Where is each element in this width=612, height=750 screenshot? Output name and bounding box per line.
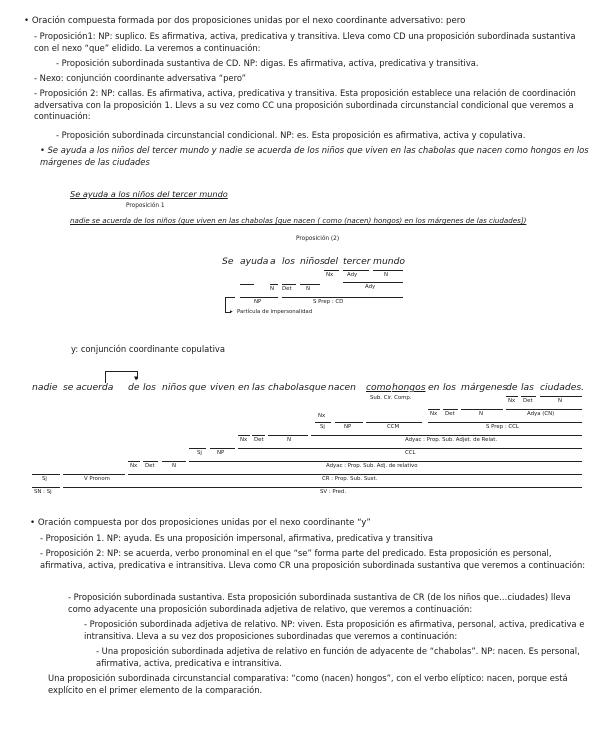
diagram3-tag: Nx bbox=[130, 463, 138, 469]
paragraph-p2-sub3: - Una proposición subordinada adjetiva de relativo en función de adyacente de “chabolas”. NP: nacen. Es personal, afirmativa, activa, predicativa e intransitiva. bbox=[96, 646, 580, 668]
diagram2-particle: Partícula de impersonalidad bbox=[237, 309, 313, 315]
diagram3-word: viven bbox=[210, 382, 235, 393]
diagram3-tag: NP bbox=[344, 424, 352, 430]
diagram3-tag: Det bbox=[145, 463, 155, 469]
diagram3-tag: CCM bbox=[387, 424, 400, 430]
diagram3-word: las bbox=[252, 382, 265, 393]
diagram3-word: se bbox=[63, 382, 74, 393]
diagram2-tag: N bbox=[384, 272, 389, 278]
diagram3-word: que bbox=[189, 382, 207, 393]
diagram2-tag: N bbox=[270, 286, 275, 292]
diagram3-tag: Nx bbox=[240, 437, 248, 443]
section-title-1: • Oración compuesta formada por dos proposiciones unidas por el nexo coordinante adversativo: pero bbox=[24, 16, 466, 26]
diagram2-word: mundo bbox=[373, 256, 406, 267]
diagram3-tag: SN : Sj bbox=[34, 489, 52, 495]
diagram3-tag: Sub. Cir. Comp. bbox=[370, 395, 412, 401]
diagram3-word: acuerda bbox=[76, 382, 114, 393]
diagram2-tag: S Prep : CD bbox=[313, 299, 344, 305]
diagram3-tag: Nx bbox=[508, 398, 516, 404]
diagram3-tag: Adyac : Prop. Sub. Adjet. de Relat. bbox=[405, 437, 498, 443]
diagram3-tag: Det bbox=[445, 411, 455, 417]
diagram2-tag: Ady bbox=[365, 284, 376, 290]
arrow-icon: ▼ bbox=[134, 376, 139, 382]
diagram3-word: nacen bbox=[328, 382, 356, 393]
diagram2-tag: Nx bbox=[326, 272, 334, 278]
diagram3-word: en bbox=[238, 382, 250, 393]
diagram1-label1: Proposición 1 bbox=[126, 203, 165, 209]
paragraph-prop1-sub: - Proposición subordinada sustantiva de CD. NP: digas. Es afirmativa, activa, predicativa y transitiva. bbox=[56, 58, 479, 68]
diagram3-tag: S Prep : CCL bbox=[486, 424, 519, 430]
diagram3-word: nadie bbox=[32, 382, 58, 393]
diagram1-line1: Se ayuda a los niños del tercer mundo bbox=[70, 189, 228, 199]
diagram1-label2: Proposición (2) bbox=[296, 236, 340, 242]
diagram3-tag: Nx bbox=[430, 411, 438, 417]
diagram2-tag: N bbox=[306, 286, 311, 292]
diagram3-tag: Sj bbox=[42, 476, 47, 482]
diagram3-tag: Sj bbox=[320, 424, 325, 430]
diagram3-word: como bbox=[366, 382, 392, 393]
diagram2-tag: NP bbox=[254, 299, 262, 305]
diagram3-word: los bbox=[443, 382, 456, 393]
paragraph-p2-prop1: - Proposición 1. NP: ayuda. Es una proposición impersonal, afirmativa, predicativa y transitiva bbox=[40, 533, 433, 543]
diagram3-tag: Det bbox=[523, 398, 533, 404]
diagram3-tag: Det bbox=[254, 437, 264, 443]
diagram3-tag: Nx bbox=[318, 413, 326, 419]
diagram3-word: en bbox=[428, 382, 440, 393]
paragraph-p2-sub2: - Proposición subordinada adjetiva de relativo. NP: viven. Esta proposición es afirmativa, personal, activa, predicativa e intransitiva. Lleva a su vez dos proposiciones subordinadas que veremos a continuación: bbox=[84, 619, 585, 641]
diagram3-tag: N bbox=[558, 398, 563, 404]
diagram3-word: hongos bbox=[392, 382, 426, 393]
diagram1-line2: nadie se acuerda de los niños (que viven en las chabolas [que nacen ( como (nacen) hongos) en los márgenes de las ciudades]) bbox=[70, 216, 527, 225]
paragraph-prop2: - Proposición 2: NP: callas. Es afirmativa, activa, predicativa y transitiva. Esta proposición establece una relación de coordinación adversativa con la proposición 1. Llevs a su vez como CC una proposición subordinada circunstancial condicional que veremos a continuación: bbox=[34, 88, 576, 121]
diagram3-word: ciudades. bbox=[540, 382, 585, 393]
paragraph-nexo: - Nexo: conjunción coordinante adversativa “pero” bbox=[34, 73, 246, 83]
diagram3-tag: Adya (CN) bbox=[527, 411, 555, 417]
diagram3-tag: N bbox=[287, 437, 292, 443]
diagram3-tag: N bbox=[479, 411, 484, 417]
diagram3-tag: N bbox=[172, 463, 177, 469]
diagram2-word: ayuda bbox=[240, 256, 269, 267]
conjunction-line: y: conjunción coordinante copulativa bbox=[71, 344, 225, 354]
diagram2-tag: ▸ bbox=[230, 309, 233, 315]
section-title-2: • Oración compuesta por dos proposiciones unidas por el nexo coordinante “y” bbox=[30, 518, 371, 528]
paragraph-prop2-sub: - Proposición subordinada circunstancial condicional. NP: es. Esta proposición es afirmativa, activa y copulativa. bbox=[56, 130, 526, 140]
diagram3-tag: SV : Pred. bbox=[320, 489, 347, 495]
diagram3-tag: NP bbox=[217, 450, 225, 456]
paragraph-p2-last: Una proposición subordinada circunstancial comparativa: “como (nacen) hongos”, con el verbo elíptico: nacen, porque está explícito en el primer elemento de la comparación. bbox=[48, 673, 568, 695]
diagram3-word: niños bbox=[162, 382, 187, 393]
diagram3-tag: CR : Prop. Sub. Sust. bbox=[322, 476, 378, 482]
diagram2-word: a bbox=[270, 256, 276, 267]
diagram2-word: tercer bbox=[343, 256, 371, 267]
paragraph-p2-prop2: - Proposición 2: NP: se acuerda, verbo pronominal en el que “se” forma parte del predicado. Esta proposición es personal, afirmativa, activa, predicativa e intransitiva. Lleva como CR una proposición subordinada sustantiva que veremos a continuación: bbox=[40, 548, 586, 570]
diagram3-tag: Sj bbox=[197, 450, 202, 456]
diagram3-tag: V Pronom bbox=[84, 476, 110, 482]
diagram3-word: de bbox=[128, 382, 140, 393]
diagram2-tag: Det bbox=[282, 286, 292, 292]
paragraph-prop1: - Proposición1: NP: suplico. Es afirmativa, activa, predicativa y transitiva. Lleva como CD una proposición subordinada sustantiva con el nexo “que” elidido. La veremos a continuación: bbox=[34, 31, 576, 53]
diagram3-tag: CCL bbox=[405, 450, 416, 456]
diagram2-word: del bbox=[324, 256, 339, 267]
diagram3-tag: Adyac : Prop. Sub. Adj. de relativo bbox=[326, 463, 418, 469]
diagram3-word: de bbox=[506, 382, 518, 393]
diagram3-word: que bbox=[309, 382, 327, 393]
paragraph-p2-sub1: - Proposición subordinada sustantiva. Esta proposición subordinada sustantiva de CR (de los niños que…ciudades) lleva como adyacente una proposición subordinada adjetiva de relativo, que veremos a continuación: bbox=[68, 592, 571, 614]
diagram3-word: los bbox=[143, 382, 156, 393]
diagram2-word: Se bbox=[222, 256, 234, 267]
diagram2-word: los bbox=[282, 256, 295, 267]
diagram2-word: niños bbox=[300, 256, 325, 267]
diagram3-word: chabolas bbox=[268, 382, 309, 393]
example-sentence: • Se ayuda a los niños del tercer mundo y nadie se acuerda de los niños que viven en las chabolas que nacen como hongos en los márgenes de las ciudades bbox=[40, 145, 589, 167]
diagram3-word: márgenes bbox=[461, 382, 508, 393]
diagram3-word: las bbox=[521, 382, 534, 393]
diagram2-tag: Ady bbox=[347, 272, 358, 278]
